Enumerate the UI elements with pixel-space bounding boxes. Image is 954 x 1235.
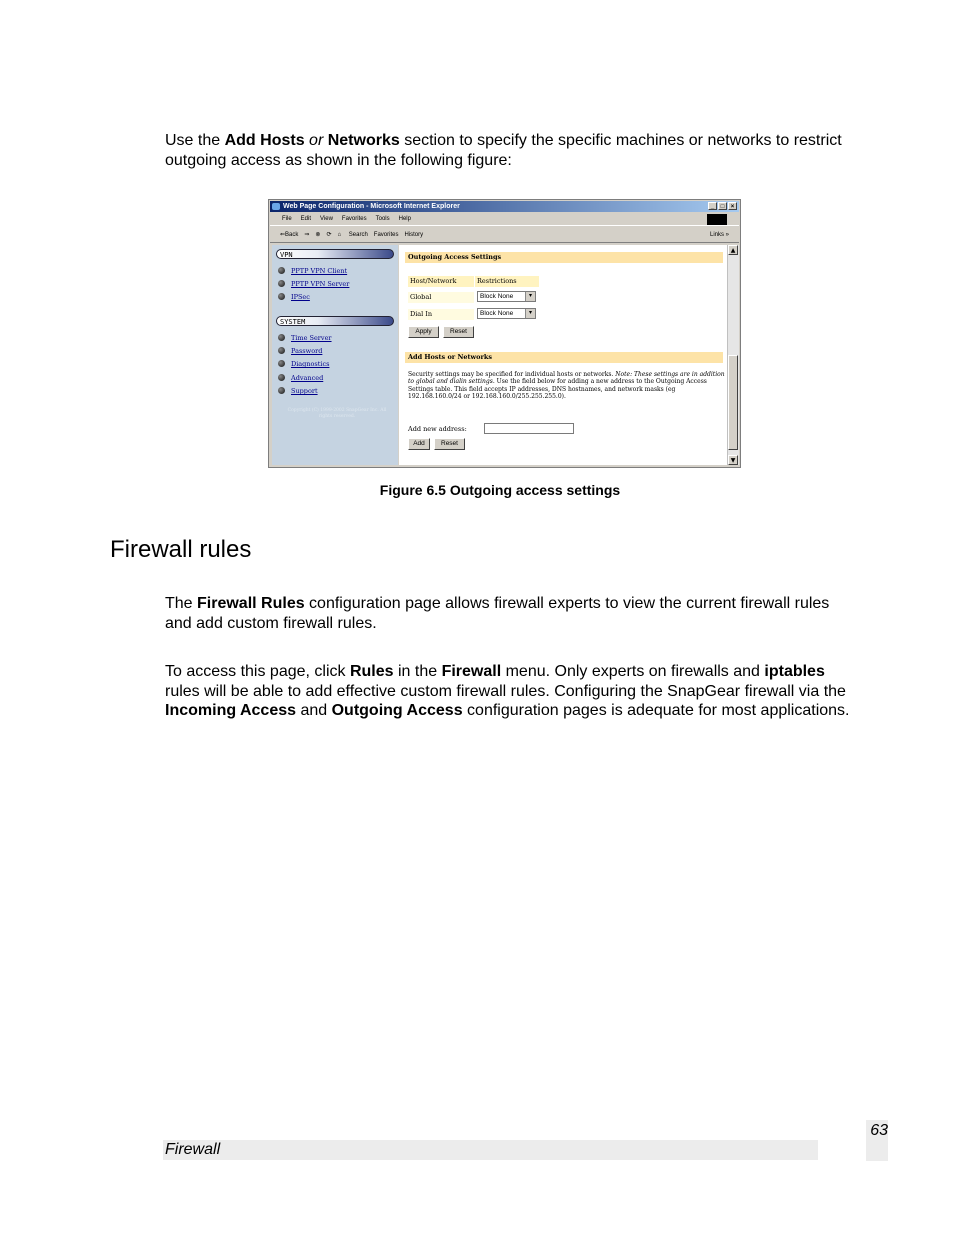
intro-paragraph: Use the Add Hosts or Networks section to specify the specific machines or networks to restrict outgoing access as shown in the following figure: [165, 132, 842, 169]
favorites-button: Favorites [373, 232, 399, 238]
close-icon: × [728, 202, 737, 210]
add-hosts-note: Security settings may be specified for individual hosts or networks. Note: These settings are in addition to global and dialin settings. Use the field below for adding a new address to the Outgoing Access Settings table. This field accepts IP addresses, DNS hostnames, and network masks (eg 192.168.160.0/24 or 192.168.160.0/255.255.255.0). [408, 371, 725, 400]
back-button: ⇐Back [280, 232, 299, 238]
links-button: Links » [709, 232, 729, 238]
sidebar-item-advanced: Advanced [291, 374, 324, 382]
reset-button: Reset [443, 326, 474, 338]
ie-icon [272, 203, 280, 210]
section-title-add-hosts: Add Hosts or Networks [405, 352, 723, 363]
minimize-icon: _ [708, 202, 717, 210]
menu-bar [270, 213, 739, 226]
scroll-thumb [728, 355, 738, 450]
global-restriction-select: Block None ▾ [477, 291, 536, 302]
search-button: Search [348, 232, 368, 238]
col-header-restrictions: Restrictions [475, 276, 539, 287]
window-titlebar [270, 201, 739, 212]
sidebar-item-ipsec: IPSec [291, 293, 310, 301]
col-header-host: Host/Network [408, 276, 474, 287]
sidebar-item-diagnostics: Diagnostics [291, 360, 330, 368]
scroll-down-icon: ▼ [728, 455, 738, 465]
row-label-global: Global [408, 292, 474, 303]
maximize-icon: □ [718, 202, 727, 210]
sidebar-item-support: Support [291, 387, 318, 395]
sidebar-item-password: Password [291, 347, 323, 355]
scroll-up-icon: ▲ [728, 245, 738, 255]
menu-favorites: Favorites [341, 216, 367, 222]
menu-tools: Tools [375, 216, 390, 222]
history-button: History [404, 232, 424, 238]
config-content [399, 245, 729, 465]
windows-logo-icon [707, 214, 727, 225]
add-button: Add [408, 438, 430, 450]
section-heading: Firewall rules [110, 536, 252, 563]
menu-view: View [320, 216, 333, 222]
figure-caption: Figure 6.5 Outgoing access settings [379, 482, 621, 498]
browser-toolbar [270, 227, 739, 243]
menu-file: File [282, 216, 292, 222]
vertical-scrollbar [727, 245, 739, 465]
browser-screenshot-figure [268, 199, 741, 468]
sidebar-header-system: SYSTEM [276, 316, 394, 326]
sidebar-item-pptp-server: PPTP VPN Server [291, 280, 350, 288]
reset-add-button: Reset [434, 438, 465, 450]
dialin-restriction-select: Block None ▾ [477, 308, 536, 319]
firewall-rules-paragraph: The Firewall Rules configuration page allows firewall experts to view the current firewall rules and add custom firewall rules. [165, 595, 830, 632]
page-number: 63 [866, 1120, 888, 1161]
apply-button: Apply [408, 326, 439, 338]
sidebar-header-vpn: VPN [276, 249, 394, 259]
add-address-label: Add new address: [408, 425, 467, 433]
window-title: Web Page Configuration - Microsoft Internet Explorer [283, 203, 460, 210]
footer-section: Firewall [163, 1140, 818, 1160]
stop-icon: ⊗ [315, 232, 321, 238]
sidebar-item-pptp-client: PPTP VPN Client [291, 267, 348, 275]
sidebar-copyright: Copyright (C) 1999-2002 SnapGear Inc. All rights reserved. [287, 408, 387, 419]
menu-help: Help [398, 216, 411, 222]
menu-edit: Edit [300, 216, 312, 222]
section-title-outgoing: Outgoing Access Settings [405, 252, 723, 263]
add-address-input [484, 423, 574, 434]
row-label-dialin: Dial In [408, 309, 474, 320]
config-sidebar [272, 245, 398, 465]
home-icon: ⌂ [337, 232, 342, 238]
access-paragraph: To access this page, click Rules in the Firewall menu. Only experts on firewalls and iptables rules will be able to add effective custom firewall rules. Configuring the SnapGear firewall via the Incoming Access and Outgoing Access configuration pages is adequate for most applications. [165, 663, 850, 720]
forward-icon: ⇒ [304, 232, 310, 238]
sidebar-item-time-server: Time Server [291, 334, 332, 342]
refresh-icon: ⟳ [326, 232, 332, 238]
